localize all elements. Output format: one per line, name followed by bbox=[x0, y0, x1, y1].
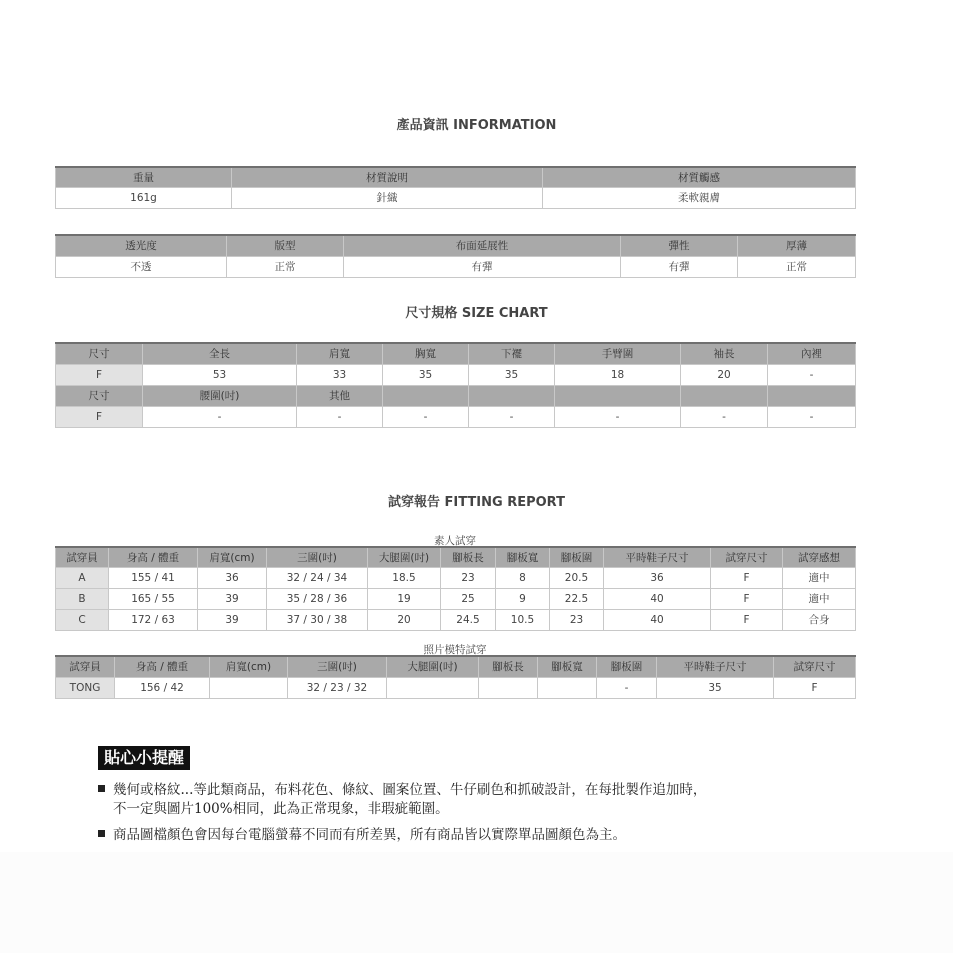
table-cell: - bbox=[383, 406, 469, 427]
table-cell: F bbox=[711, 567, 783, 588]
table-header: 全長 bbox=[143, 343, 297, 364]
table-cell: 適中 bbox=[783, 567, 856, 588]
table-cell bbox=[210, 677, 288, 698]
table-header: 三圍(吋) bbox=[267, 547, 368, 567]
table-cell bbox=[538, 677, 597, 698]
information-title: 產品資訊 INFORMATION bbox=[396, 118, 557, 133]
table-header: 肩寬(cm) bbox=[198, 547, 267, 567]
table-header: 材質說明 bbox=[232, 167, 543, 187]
tip-text: 不一定與圖片100%相同，此為正常現象，非瑕疵範圍。 bbox=[113, 801, 449, 817]
table-cell: - bbox=[297, 406, 383, 427]
table-header: 三圍(吋) bbox=[288, 656, 387, 677]
table-header: 試穿員 bbox=[56, 547, 109, 567]
table-cell: 32 / 23 / 32 bbox=[288, 677, 387, 698]
table-header: 透光度 bbox=[56, 235, 227, 256]
table-row bbox=[56, 588, 856, 609]
table-cell: 165 / 55 bbox=[109, 588, 198, 609]
table-cell: 156 / 42 bbox=[115, 677, 210, 698]
table-cell: 35 bbox=[657, 677, 774, 698]
table-cell: 20 bbox=[368, 609, 441, 630]
table-cell: 37 / 30 / 38 bbox=[267, 609, 368, 630]
amateur-fitting-caption: 素人試穿 bbox=[434, 535, 476, 547]
table-cell: 合身 bbox=[783, 609, 856, 630]
table-header: 平時鞋子尺寸 bbox=[604, 547, 711, 567]
size-chart-table bbox=[55, 342, 856, 428]
table-header bbox=[383, 385, 469, 406]
table-header: 大腿圍(吋) bbox=[387, 656, 479, 677]
table-cell: 36 bbox=[604, 567, 711, 588]
table-header: 重量 bbox=[56, 167, 232, 187]
table-cell: 8 bbox=[496, 567, 550, 588]
table-header: 大腿圍(吋) bbox=[368, 547, 441, 567]
table-header: 厚薄 bbox=[738, 235, 856, 256]
table-cell: 不透 bbox=[56, 256, 227, 277]
table-cell: 20 bbox=[681, 364, 768, 385]
table-cell: 19 bbox=[368, 588, 441, 609]
table-cell: - bbox=[143, 406, 297, 427]
table-header: 胸寬 bbox=[383, 343, 469, 364]
table-header: 身高 / 體重 bbox=[115, 656, 210, 677]
table-header: 試穿感想 bbox=[783, 547, 856, 567]
table-row bbox=[56, 567, 856, 588]
table-header: 腳板長 bbox=[479, 656, 538, 677]
table-cell: 172 / 63 bbox=[109, 609, 198, 630]
table-cell: 針織 bbox=[232, 187, 543, 208]
table-cell: 有彈 bbox=[621, 256, 738, 277]
tip-item bbox=[98, 826, 626, 845]
table-cell: C bbox=[56, 609, 109, 630]
table-cell: 53 bbox=[143, 364, 297, 385]
table-header: 試穿員 bbox=[56, 656, 115, 677]
tips-title: 貼心小提醒 bbox=[98, 746, 190, 770]
table-header bbox=[469, 385, 555, 406]
table-cell: 18 bbox=[555, 364, 681, 385]
table-header bbox=[681, 385, 768, 406]
table-header: 腳板寬 bbox=[496, 547, 550, 567]
page-bottom-band bbox=[0, 852, 953, 953]
table-cell: - bbox=[555, 406, 681, 427]
table-header: 袖長 bbox=[681, 343, 768, 364]
table-header: 下襬 bbox=[469, 343, 555, 364]
table-cell: - bbox=[768, 364, 856, 385]
table-cell: 35 bbox=[383, 364, 469, 385]
table-cell: 22.5 bbox=[550, 588, 604, 609]
table-header: 試穿尺寸 bbox=[774, 656, 856, 677]
table-header: 彈性 bbox=[621, 235, 738, 256]
table-cell: 18.5 bbox=[368, 567, 441, 588]
model-fitting-table bbox=[55, 655, 856, 699]
table-cell: 24.5 bbox=[441, 609, 496, 630]
table-cell: 23 bbox=[441, 567, 496, 588]
table-cell: F bbox=[774, 677, 856, 698]
square-bullet-icon bbox=[98, 830, 105, 837]
table-header: 試穿尺寸 bbox=[711, 547, 783, 567]
information-table-2 bbox=[55, 234, 856, 278]
table-cell bbox=[479, 677, 538, 698]
table-cell: 40 bbox=[604, 588, 711, 609]
table-cell: 柔軟親膚 bbox=[543, 187, 856, 208]
table-cell: 9 bbox=[496, 588, 550, 609]
table-cell: 155 / 41 bbox=[109, 567, 198, 588]
table-cell: - bbox=[469, 406, 555, 427]
amateur-fitting-table bbox=[55, 546, 856, 631]
table-cell: 161g bbox=[56, 187, 232, 208]
table-cell: 10.5 bbox=[496, 609, 550, 630]
table-cell: - bbox=[768, 406, 856, 427]
table-cell: 39 bbox=[198, 609, 267, 630]
table-header bbox=[555, 385, 681, 406]
table-header: 身高 / 體重 bbox=[109, 547, 198, 567]
table-header: 肩寬 bbox=[297, 343, 383, 364]
table-cell: F bbox=[56, 364, 143, 385]
table-cell: 正常 bbox=[738, 256, 856, 277]
table-cell: F bbox=[711, 609, 783, 630]
table-cell: 32 / 24 / 34 bbox=[267, 567, 368, 588]
table-row bbox=[56, 609, 856, 630]
table-cell: 36 bbox=[198, 567, 267, 588]
table-cell: 20.5 bbox=[550, 567, 604, 588]
table-cell: - bbox=[597, 677, 657, 698]
fitting-report-title: 試穿報告 FITTING REPORT bbox=[388, 495, 565, 510]
table-cell: - bbox=[681, 406, 768, 427]
table-cell: 33 bbox=[297, 364, 383, 385]
table-header: 版型 bbox=[227, 235, 344, 256]
size-chart-title: 尺寸規格 SIZE CHART bbox=[405, 306, 548, 321]
table-header: 其他 bbox=[297, 385, 383, 406]
table-header: 肩寬(cm) bbox=[210, 656, 288, 677]
table-cell: 39 bbox=[198, 588, 267, 609]
table-header: 尺寸 bbox=[56, 343, 143, 364]
table-cell: 35 bbox=[469, 364, 555, 385]
tip-text: 商品圖檔顏色會因每台電腦螢幕不同而有所差異，所有商品皆以實際單品圖顏色為主。 bbox=[113, 827, 626, 843]
table-cell bbox=[387, 677, 479, 698]
table-cell: 有彈 bbox=[344, 256, 621, 277]
table-cell: B bbox=[56, 588, 109, 609]
table-header bbox=[768, 385, 856, 406]
tip-text: 幾何或格紋...等此類商品，布料花色、條紋、圖案位置、牛仔刷色和抓破設計，在每批製作追加時， bbox=[113, 782, 707, 798]
table-cell: TONG bbox=[56, 677, 115, 698]
table-cell: 適中 bbox=[783, 588, 856, 609]
tip-item bbox=[98, 781, 706, 800]
table-header: 腳板圍 bbox=[550, 547, 604, 567]
table-header: 布面延展性 bbox=[344, 235, 621, 256]
table-cell: F bbox=[711, 588, 783, 609]
information-table-1 bbox=[55, 166, 856, 209]
table-header: 尺寸 bbox=[56, 385, 143, 406]
table-header: 手臂圍 bbox=[555, 343, 681, 364]
table-cell: A bbox=[56, 567, 109, 588]
table-cell: 40 bbox=[604, 609, 711, 630]
table-header: 內裡 bbox=[768, 343, 856, 364]
square-bullet-icon bbox=[98, 785, 105, 792]
table-cell: 正常 bbox=[227, 256, 344, 277]
table-header: 平時鞋子尺寸 bbox=[657, 656, 774, 677]
table-cell: 35 / 28 / 36 bbox=[267, 588, 368, 609]
table-header: 腰圍(吋) bbox=[143, 385, 297, 406]
table-row bbox=[56, 677, 856, 698]
model-fitting-caption: 照片模特試穿 bbox=[423, 644, 487, 656]
table-header: 腳板寬 bbox=[538, 656, 597, 677]
tip-item-continuation bbox=[113, 800, 449, 819]
table-cell: 23 bbox=[550, 609, 604, 630]
table-cell: 25 bbox=[441, 588, 496, 609]
table-cell: F bbox=[56, 406, 143, 427]
table-header: 腳板長 bbox=[441, 547, 496, 567]
table-header: 材質觸感 bbox=[543, 167, 856, 187]
table-header: 腳板圍 bbox=[597, 656, 657, 677]
